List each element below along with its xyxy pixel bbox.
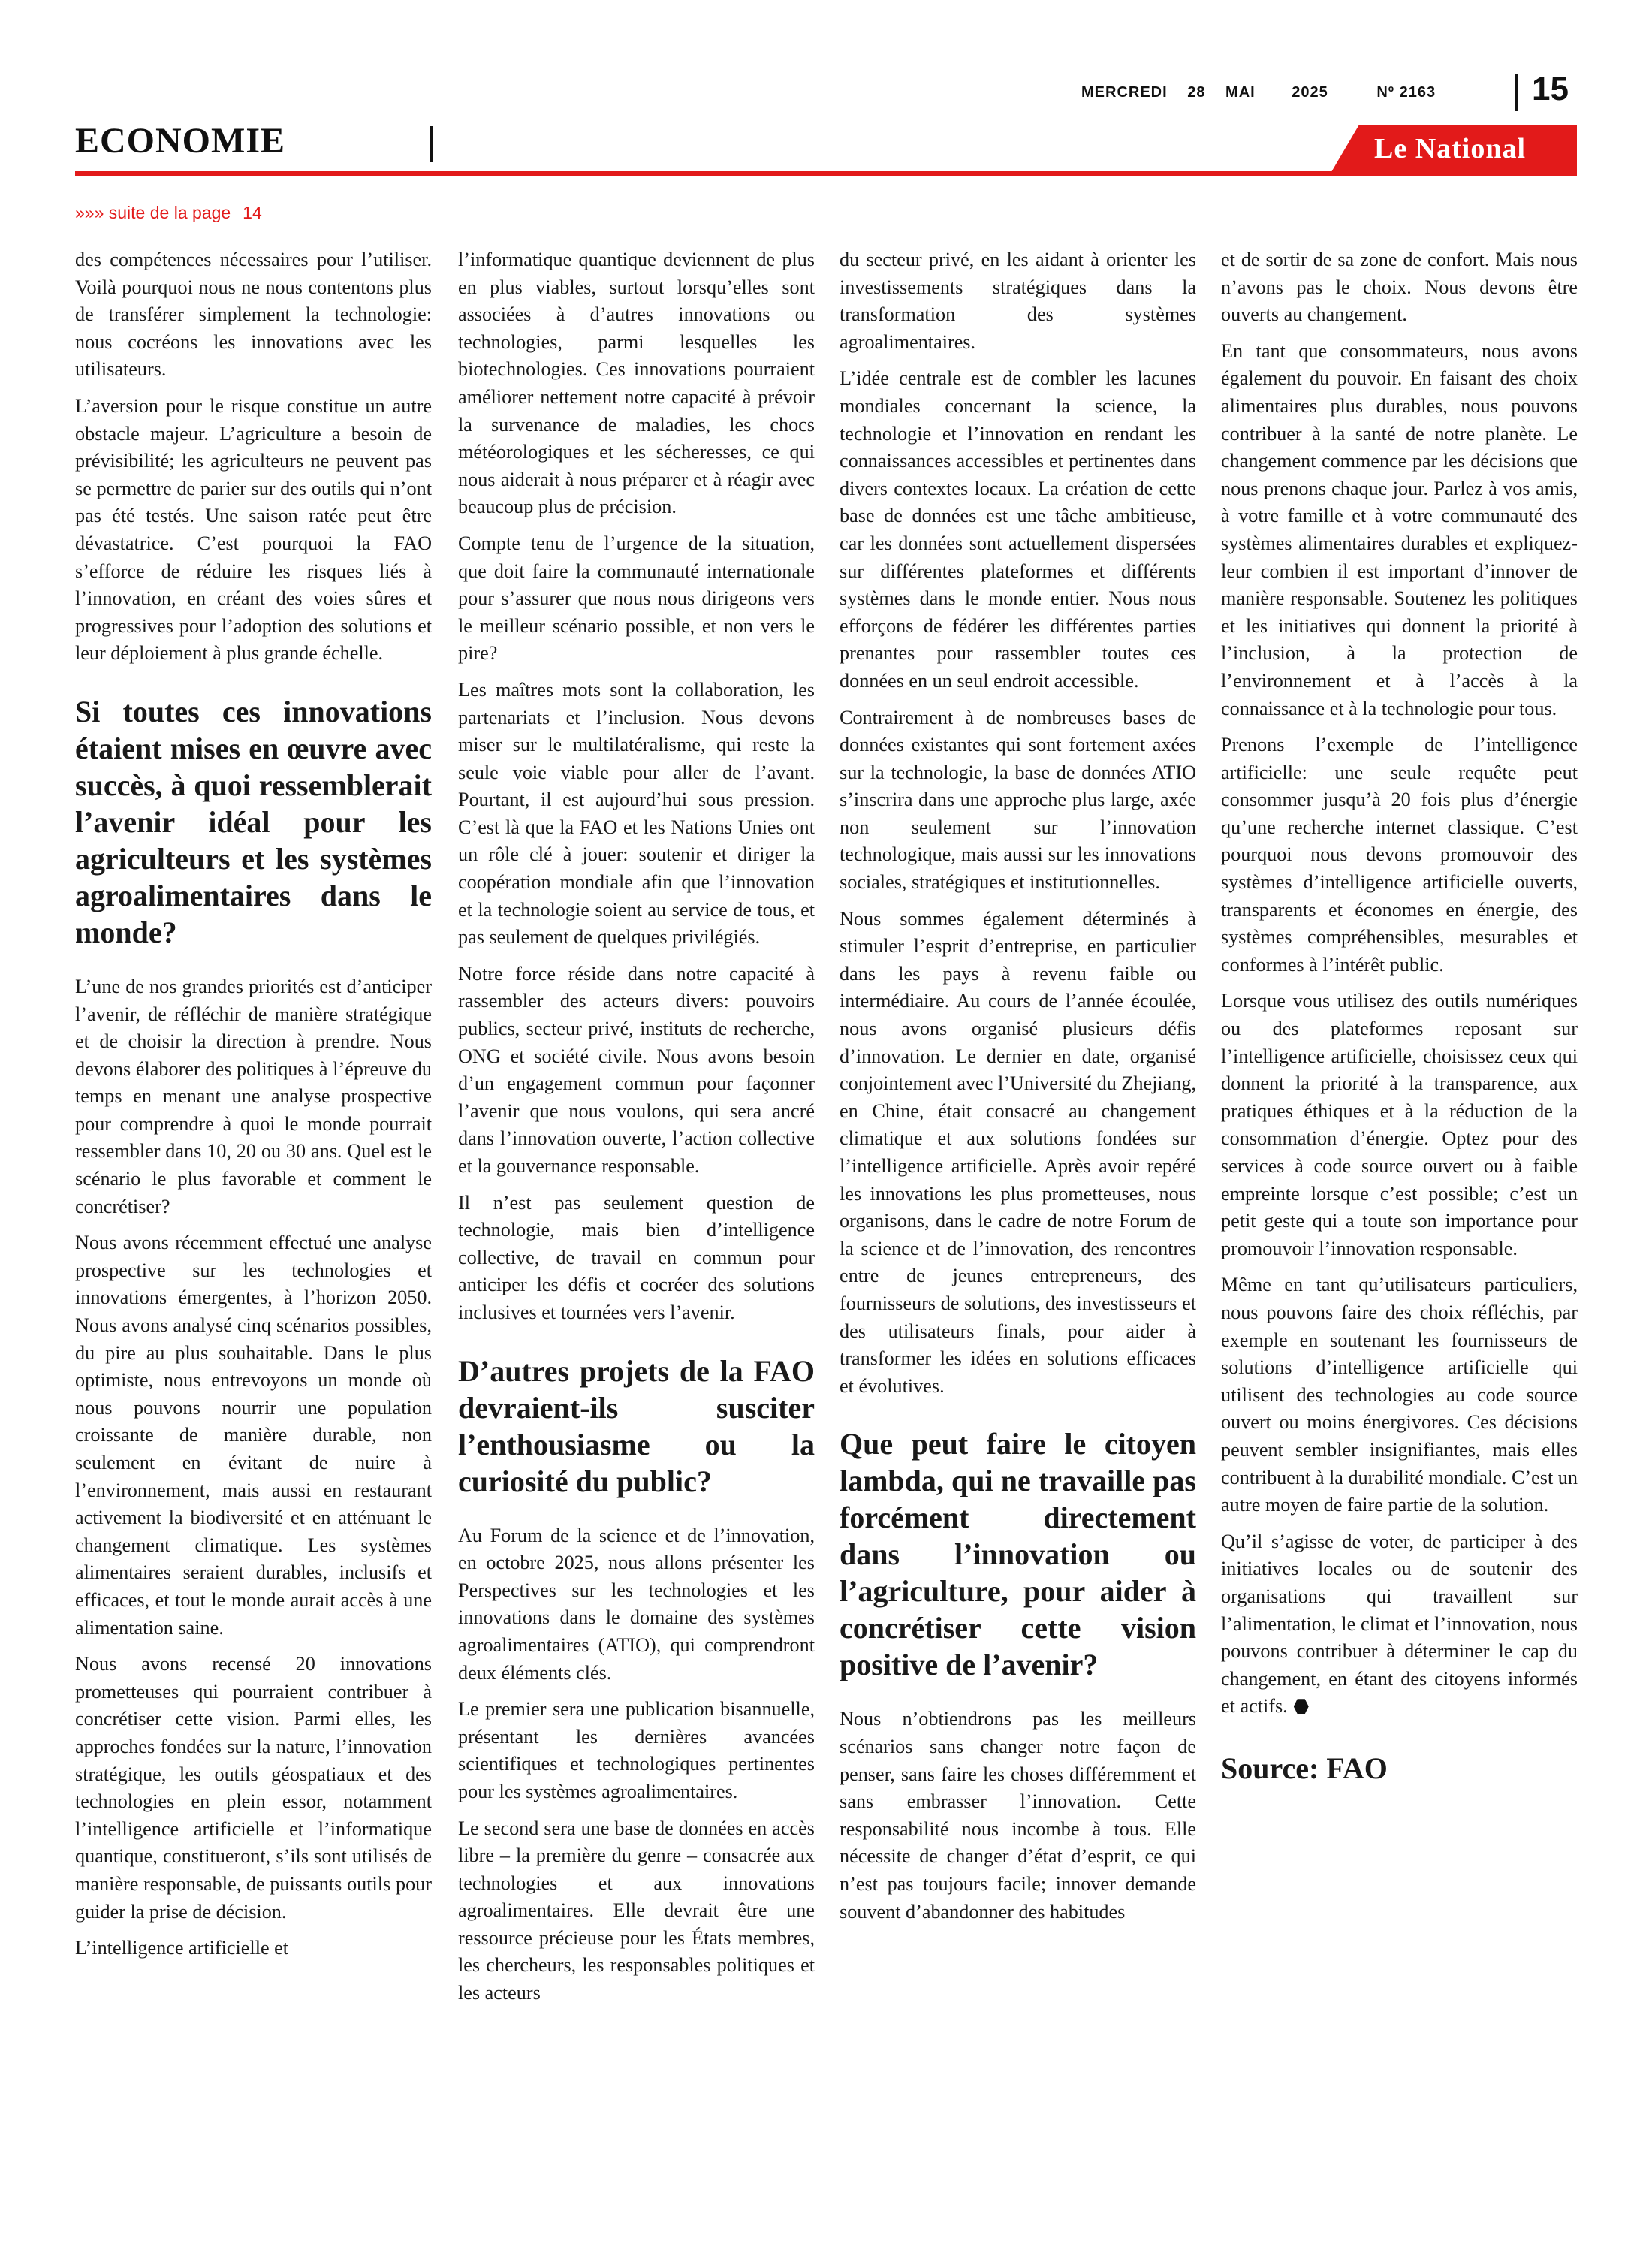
article-column-4 (1221, 246, 1578, 1787)
paragraph: L’intelligence artificielle et (75, 1937, 289, 1959)
issue-year: 2025 (1292, 84, 1328, 101)
paragraph: Au Forum de la science et de l’innovation, en octobre 2025, nous allons présenter les Perspectives sur les technologies et les innovations dans le domaine des systèmes agroalimentaires (ATIO), qui comprendront deux éléments clés. (458, 1524, 815, 1684)
paragraph: Contrairement à de nombreuses bases de données existantes qui sont fortement axées sur la technologie, la base de données ATIO s’inscrira dans une approche plus large, axée non seulement sur l’innovation technologique, mais aussi sur les innovations sociales, stratégiques et institutionnelles. (840, 706, 1196, 894)
paragraph: l’informatique quantique deviennent de plus en plus viables, surtout lorsqu’elles sont associées à d’autres innovations ou technologies, parmi lesquelles les biotechnologies. Ces innovations pourraient améliorer nettement notre capacité à prévoir la survenance de maladies, les chocs météorologiques et les sécheresses, ce qui nous aiderait à nous préparer et à réagir avec beaucoup plus de précision. (458, 249, 815, 518)
issue-month: MAI (1225, 84, 1256, 101)
paragraph: Nous sommes également déterminés à stimuler l’esprit d’entreprise, en particulier dans les pays à revenu faible ou intermédiaire. Au cours de l’année écoulée, nous avons organisé plusieurs défis d’innovation. Le dernier en date, organisé conjointement avec l’Université du Zhejiang, en Chine, était consacré au changement climatique et aux solutions fondées sur l’intelligence artificielle. Après avoir repéré les innovations les plus prometteuses, nous organisons, dans le cadre de notre Forum de la science et de l’innovation, des rencontres entre de jeunes entrepreneurs, des fournisseurs de solutions, des investisseurs et des utilisateurs finals, pour aider à transformer les idées en solutions efficaces et évolutives. (840, 907, 1196, 1397)
paragraph: Même en tant qu’utilisateurs particuliers, nous pouvons faire des choix réfléchis, par exemple en soutenant les fournisseurs de solutions d’intelligence artificielle qui utilisent des technologies au code source ouvert ou moins énergivores. Ces décisions peuvent sembler insignifiantes, mais elles contribuent à la durabilité mondiale. C’est un autre moyen de faire partie de la solution. (1221, 1274, 1578, 1516)
end-mark-icon (1294, 1699, 1309, 1714)
paragraph: des compétences nécessaires pour l’utiliser. Voilà pourquoi nous ne nous contentons plus de transférer simplement la technologie: nous cocréons les innovations avec les utilisateurs. (75, 249, 432, 381)
paragraph: du secteur privé, en les aidant à orienter les investissements stratégiques dans la transformation des systèmes agroalimentaires. (840, 249, 1196, 353)
paragraph: L’idée centrale est de combler les lacunes mondiales concernant la science, la technologie et l’innovation en rendant les connaissances accessibles et pertinentes dans divers contextes locaux. La création de cette base de données est une tâche ambitieuse, car les données sont actuellement dispersées sur différentes plateformes et différents systèmes dans le monde entier. Nous nous efforçons de fédérer les différentes parties prenantes pour rassembler toutes ces données en un seul endroit accessible. (840, 367, 1196, 692)
paragraph: Lorsque vous utilisez des outils numériques ou des plateformes reposant sur l’intelligence artificielle, choisissez ceux qui donnent la priorité à la transparence, aux pratiques éthiques et à la réduction de la consommation d’énergie. Optez pour des services à code source ouvert ou à faible empreinte lorsque c’est possible; c’est un petit geste qui a toute son importance pour promouvoir l’innovation responsable. (1221, 990, 1578, 1259)
paragraph: Le premier sera une publication bisannuelle, présentant les dernières avancées scientifiques et technologiques pertinentes pour les systèmes agroalimentaires. (458, 1698, 815, 1802)
paragraph: Il n’est pas seulement question de technologie, mais bien d’intelligence collective, de travail en commun pour anticiper les défis et cocréer des solutions inclusives et tournées vers l’avenir. (458, 1191, 815, 1323)
section-title: ECONOMIE (75, 121, 286, 161)
paragraph: Nous n’obtiendrons pas les meilleurs scénarios sans changer notre façon de penser, sans faire les choses différemment et sans embrasser l’innovation. Cette responsabilité nous incombe à tous. Elle nécessite de changer d’état d’esprit, ce qui n’est pas toujours facile; innover demande souvent d’abandonner des habitudes (840, 1708, 1196, 1923)
closing-paragraph-text: Qu’il s’agisse de voter, de participer à des initiatives locales ou de soutenir des organisations qui travaillent sur l’alimentation, le climat et l’innovation, nous pouvons contribuer à déterminer le cap du changement, en étant des citoyens informés et actifs. (1221, 1530, 1578, 1718)
article-column-2 (458, 246, 815, 2016)
paragraph: Prenons l’exemple de l’intelligence artificielle: une seule requête peut consommer jusqu’à 20 fois plus d’énergie qu’une recherche internet classique. C’est pourquoi nous devons promouvoir des systèmes d’intelligence artificielle ouverts, transparents et économes en énergie, des systèmes compréhensibles, mesurables et conformes à l’intérêt public. (1221, 734, 1578, 976)
paragraph: Compte tenu de l’urgence de la situation, que doit faire la communauté internationale pour s’assurer que nous nous dirigeons vers le meilleur scénario possible, et non vers le pire? (458, 532, 815, 665)
paragraph: L’une de nos grandes priorités est d’anticiper l’avenir, de réfléchir de manière stratégique et de choisir la direction à prendre. Nous devons élaborer des politiques à l’épreuve du temps en menant une analyse prospective pour comprendre à quoi le monde pourrait ressembler dans 10, 20 ou 30 ans. Quel est le scénario le plus favorable et comment le concrétiser? (75, 975, 432, 1217)
article-column-3 (840, 246, 1196, 1935)
paragraph: L’aversion pour le risque constitue un autre obstacle majeur. L’agriculture a besoin de prévisibilité; les agriculteurs ne peuvent pas se permettre de parier sur des outils qui n’ont pas été testés. Une saison ratée peut être dévastatrice. C’est pourquoi la FAO s’efforce de réduire les risques liés à l’innovation, en créant des voies sûres et progressives pour l’adoption des solutions et leur déploiement à plus grande échelle. (75, 394, 432, 665)
paragraph: Les maîtres mots sont la collaboration, les partenariats et l’inclusion. Nous devons miser sur le multilatéralisme, qui reste la seule voie viable pour aller de l’avant. Pourtant, il est aujourd’hui sous pression. C’est là que la FAO et les Nations Unies ont un rôle clé à jouer: soutenir et diriger la coopération mondiale afin que l’innovation et la technologie soient au service de tous, et pas seulement de quelques privilégiés. (458, 678, 815, 949)
continued-page: 14 (243, 203, 262, 222)
paragraph: Notre force réside dans notre capacité à rassembler des acteurs divers: pouvoirs publics, secteur privé, instituts de recherche, ONG et société civile. Nous avons besoin d’un engagement commun pour façonner l’avenir que nous voulons, qui sera ancré dans l’innovation ouverte, l’action collective et la gouvernance responsable. (458, 962, 815, 1177)
subheading: Si toutes ces innovations étaient mises en œuvre avec succès, à quoi ressemblerait l’avenir idéal pour les agriculteurs et les systèmes agroalimentaires dans le monde? (75, 694, 432, 949)
page-number-divider (1515, 74, 1518, 111)
subheading: D’autres projets de la FAO devraient-ils susciter l’enthousiasme ou la curiosité du public? (458, 1353, 815, 1498)
paragraph: Nous avons récemment effectué une analyse prospective sur les technologies et innovations émergentes, à l’horizon 2050. Nous avons analysé cinq scénarios possibles, du pire au plus souhaitable. Dans le plus optimiste, nous entrevoyons un monde où nous pouvons nourrir une population croissante de manière durable, non seulement en évitant de nuire à l’environnement, mais aussi en restaurant activement la biodiversité et en atténuant le changement climatique. Les systèmes alimentaires seraient durables, inclusifs et efficaces, et tout le monde aurait accès à une alimentation saine. (75, 1232, 432, 1639)
article-column-1 (75, 246, 432, 1971)
issue-number: Nº 2163 (1376, 84, 1436, 101)
article-source: Source: FAO (1221, 1751, 1388, 1785)
paragraph: et de sortir de sa zone de confort. Mais nous n’avons pas le choix. Nous devons être ouverts au changement. (1221, 249, 1578, 326)
subheading: Que peut faire le citoyen lambda, qui ne travaille pas forcément directement dans l’innovation ou l’agriculture, pour aider à concrétiser cette vision positive de l’avenir? (840, 1427, 1196, 1682)
paragraph: En tant que consommateurs, nous avons également du pouvoir. En faisant des choix alimentaires plus durables, nous pouvons contribuer à la santé de notre planète. Le changement commence par les décisions que nous prenons chaque jour. Parlez à vos amis, à votre famille et à votre communauté des systèmes alimentaires durables et expliquez-leur combien il est important d’innover de manière responsable. Soutenez les politiques et les initiatives qui donnent la priorité à l’inclusion, à la protection de l’environnement et à l’accès à la connaissance et à la technologie pour tous. (1221, 339, 1578, 719)
section-divider (430, 126, 433, 162)
paragraph (1221, 1528, 1578, 1721)
page-number: 15 (1532, 71, 1569, 107)
paragraph: Nous avons recensé 20 innovations prometteuses qui pourraient contribuer à concrétiser cette vision. Parmi elles, les approches fondées sur la nature, l’innovation stratégique, les outils géospatiaux et des technologies en plein essor, notamment l’intelligence artificielle et l’informatique quantique, constitueront, s’ils sont utilisés de manière responsable, de puissants outils pour guider la prise de décision. (75, 1653, 432, 1923)
issue-day: MERCREDI (1081, 84, 1168, 101)
continued-from (75, 203, 262, 223)
continued-prefix: »»» suite de la page (75, 203, 231, 222)
issue-date-day: 28 (1187, 84, 1206, 101)
issue-info (1081, 84, 1436, 101)
paragraph: Le second sera une base de données en accès libre – la première du genre – consacrée aux technologies et aux innovations agroalimentaires. Elle devrait être une ressource précieuse pour les États membres, les chercheurs, les responsables politiques et les acteurs (458, 1817, 815, 2004)
brand-name: Le National (1374, 133, 1527, 164)
